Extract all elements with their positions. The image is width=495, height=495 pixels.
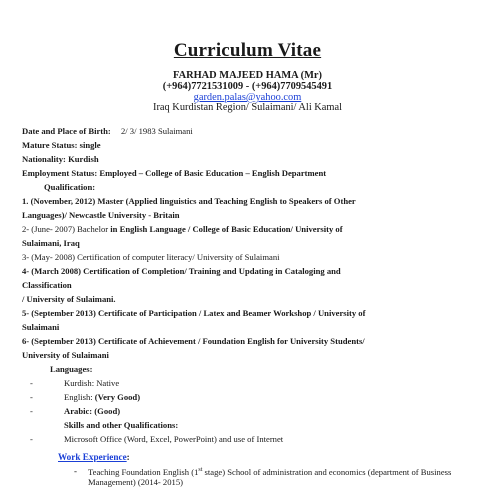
birth-value: 2/ 3/ 1983 Sulaimani [120,126,193,136]
bullet: - [30,434,33,444]
work-experience-heading [58,452,130,462]
skills-item-text: Microsoft Office (Word, Excel, PowerPoint) and use of Internet [64,434,284,444]
qualification-2-bold: in English Language / College of Basic Education/ University of [110,224,343,234]
qualification-3: 3- (May- 2008) Certification of computer literacy/ University of Sulaimani [22,252,280,262]
nationality: Nationality: Kurdish [22,154,99,164]
language-english-level: (Very Good) [94,392,141,402]
email-link[interactable]: garden.palas@yahoo.com [193,92,302,103]
phone-numbers: (+964)7721531009 - (+964)7709545491 [162,81,333,92]
language-kurdish-text: Kurdish: Native [64,378,120,388]
page-title: Curriculum Vitae [173,40,322,61]
language-arabic-text: Arabic: (Good) [64,406,121,416]
qualification-5-line-2: Sulaimani [22,322,60,332]
qualification-5-line-1: 5- (September 2013) Certificate of Participation / Latex and Beamer Workshop / University of [22,308,366,318]
address-line: Iraq Kurdistan Region/ Sulaimani/ Ali Kamal [152,102,343,113]
bullet: - [30,406,33,416]
language-arabic [30,406,120,416]
qualification-heading: Qualification: [44,182,96,192]
qualification-4-line-2: Classification [22,280,72,290]
bullet: - [30,378,33,388]
language-english [30,392,140,402]
languages-heading: Languages: [50,364,93,374]
qualification-2-plain: 2- (June- 2007) Bachelor [22,224,111,234]
candidate-name: FARHAD MAJEED HAMA (Mr) [173,70,322,81]
skills-heading: Skills and other Qualifications: [64,420,179,430]
bullet: - [74,466,77,476]
qualification-2-line-2: Sulaimani, Iraq [22,238,80,248]
language-english-label: English: [64,392,95,402]
qualification-1-line-1: 1. (November, 2012) Master (Applied linguistics and Teaching English to Speakers of Other [22,196,356,206]
employment-status: Employment Status: Employed – College of Basic Education – English Department [22,168,327,178]
skills-item [30,434,283,444]
birth-label: Date and Place of Birth: [22,126,111,136]
work-experience-item [88,465,468,487]
qualification-6-line-1: 6- (September 2013) Certificate of Achievement / Foundation English for University Students/ [22,336,365,346]
qualification-6-line-2: University of Sulaimani [22,350,109,360]
language-kurdish [30,378,119,388]
work-item-pre: Teaching Foundation English (1 [88,466,199,477]
qualification-2-line-1 [22,224,343,234]
bullet: - [30,392,33,402]
work-experience-link[interactable]: Work Experience [58,452,127,462]
qualification-4-line-1: 4- (March 2008) Certification of Completion/ Training and Updating in Cataloging and [22,266,341,276]
birth-line [22,126,193,136]
marital-status: Mature Status: single [22,140,101,150]
work-item-sup: st [198,467,203,473]
qualification-1-line-2: Languages)/ Newcastle University - Britain [22,210,180,220]
qualification-4-line-3: / University of Sulaimani. [22,294,116,304]
work-experience-colon: : [126,452,130,462]
work-item-post: stage) School of administration and economics (department of Business Management) (2014- 2015) [88,466,452,487]
